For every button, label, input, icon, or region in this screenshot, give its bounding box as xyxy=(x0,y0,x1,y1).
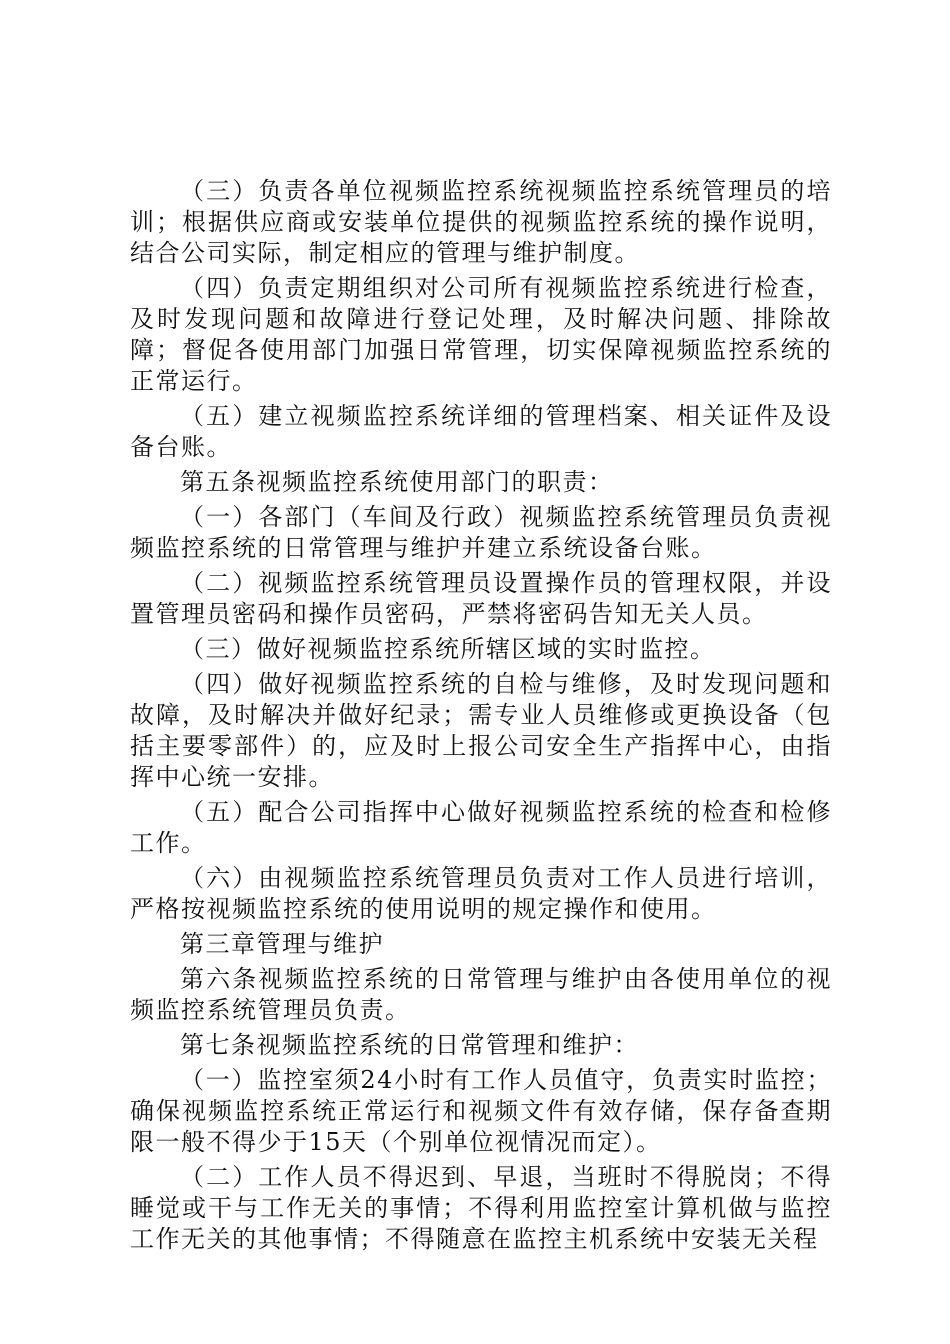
paragraph-dept-6: （六）由视频监控系统管理员负责对工作人员进行培训，严格按视频监控系统的使用说明的规定操作和使用。 xyxy=(130,864,832,923)
paragraph-dept-4: （四）做好视频监控系统的自检与维修，及时发现问题和故障，及时解决并做好纪录；需专业人员维修或更换设备（包括主要零部件）的，应及时上报公司安全生产指挥中心，由指挥中心统一安排。 xyxy=(130,670,832,791)
paragraph-dept-5: （五）配合公司指挥中心做好视频监控系统的检查和检修工作。 xyxy=(130,798,832,857)
article-6: 第六条视频监控系统的日常管理与维护由各使用单位的视频监控系统管理员负责。 xyxy=(130,965,832,1024)
paragraph-maint-2: （二）工作人员不得迟到、早退，当班时不得脱岗；不得睡觉或干与工作无关的事情；不得利用监控室计算机做与监控工作无关的其他事情；不得随意在监控主机系统中安装无关程 xyxy=(130,1163,832,1253)
document-body xyxy=(130,176,832,1259)
paragraph-duty-4-inspection: （四）负责定期组织对公司所有视频监控系统进行检查，及时发现问题和故障进行登记处理，及时解决问题、排除故障；督促各使用部门加强日常管理，切实保障视频监控系统的正常运行。 xyxy=(130,274,832,395)
article-7-heading: 第七条视频监控系统的日常管理和维护： xyxy=(180,1031,639,1059)
article-5-heading: 第五条视频监控系统使用部门的职责： xyxy=(180,468,614,496)
paragraph-duty-5-archives: （五）建立视频监控系统详细的管理档案、相关证件及设备台账。 xyxy=(130,402,832,461)
paragraph-dept-1: （一）各部门（车间及行政）视频监控系统管理员负责视频监控系统的日常管理与维护并建立系统设备台账。 xyxy=(130,503,832,562)
paragraph-maint-1: （一）监控室须24小时有工作人员值守，负责实时监控；确保视频监控系统正常运行和视频文件有效存储，保存备查期限一般不得少于15天（个别单位视情况而定）。 xyxy=(130,1066,832,1156)
paragraph-dept-2: （二）视频监控系统管理员设置操作员的管理权限，并设置管理员密码和操作员密码，严禁将密码告知无关人员。 xyxy=(130,569,832,628)
paragraph-dept-3: （三）做好视频监控系统所辖区域的实时监控。 xyxy=(180,635,716,663)
paragraph-duty-3-training: （三）负责各单位视频监控系统视频监控系统管理员的培训；根据供应商或安装单位提供的视频监控系统的操作说明，结合公司实际，制定相应的管理与维护制度。 xyxy=(130,177,832,267)
chapter-3-heading: 第三章管理与维护 xyxy=(180,930,384,958)
